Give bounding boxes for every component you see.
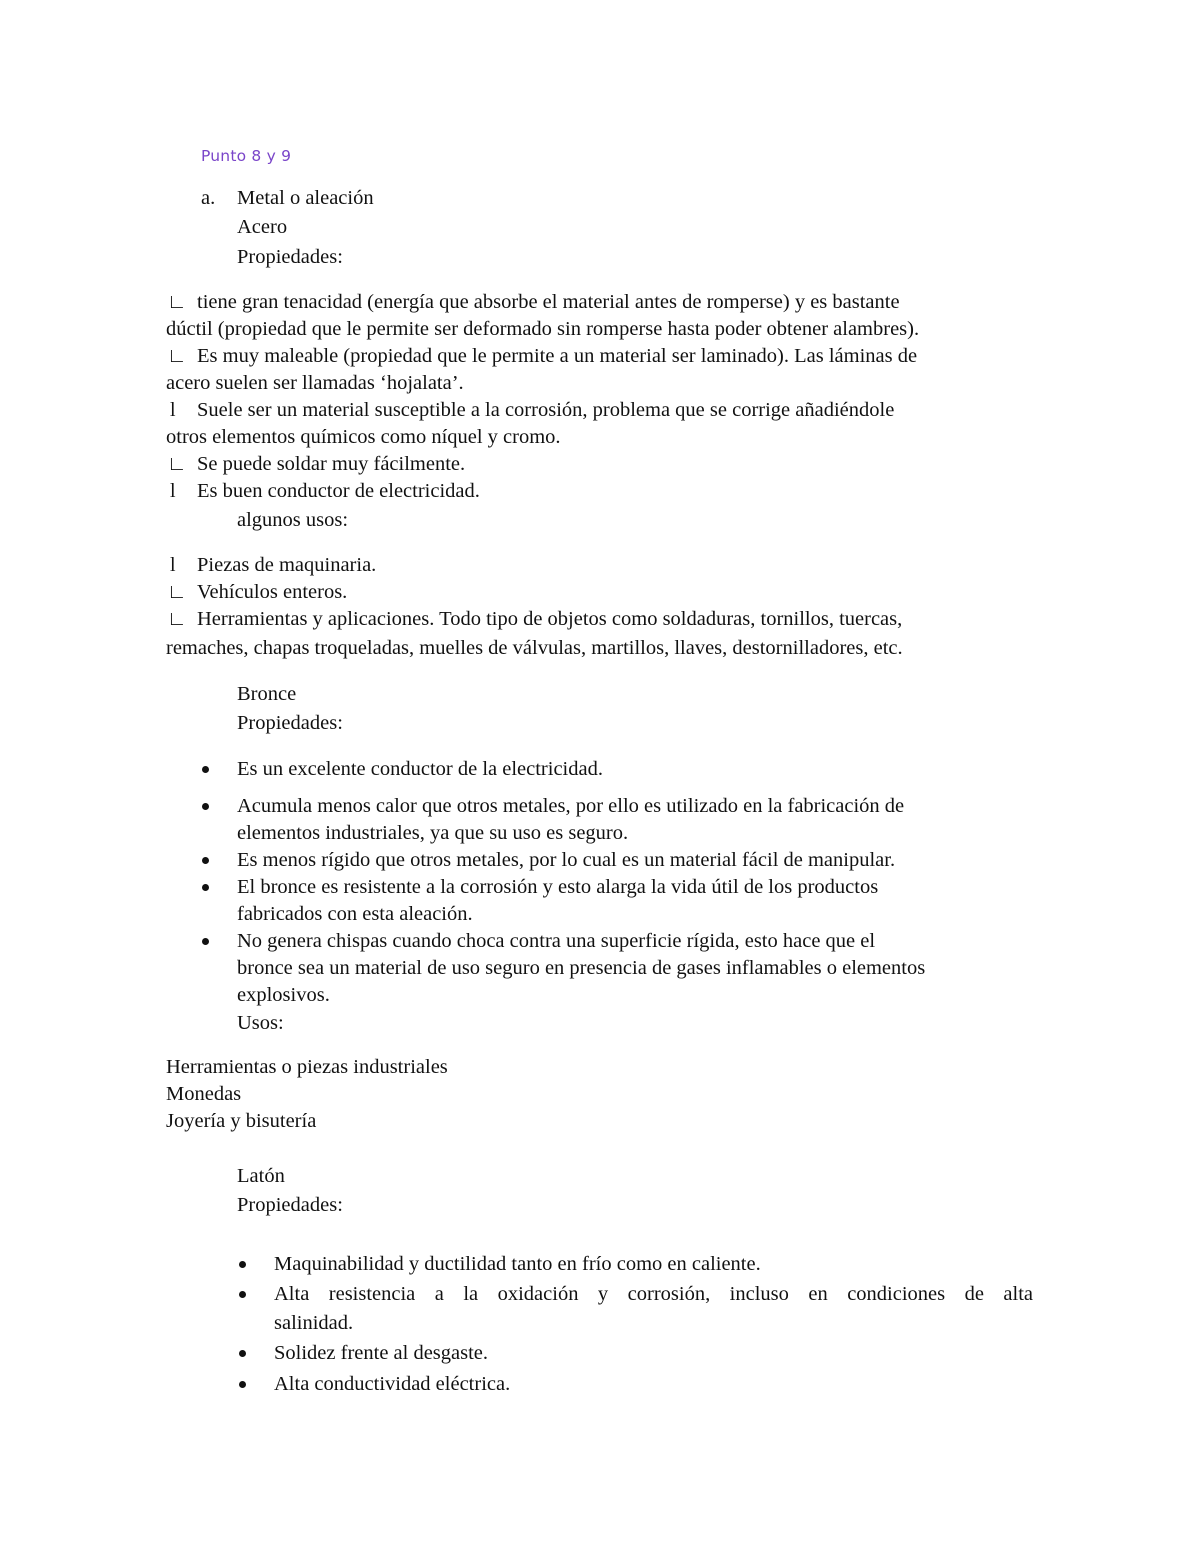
- bullet-icon: [239, 1381, 246, 1388]
- acero-prop-3-line-1: Suele ser un material susceptible a la corrosión, problema que se corrige añadiéndole: [197, 399, 895, 421]
- acero-prop-marker: ∟: [167, 453, 187, 475]
- acero-prop-2-line-1: Es muy maleable (propiedad que le permite a un material ser laminado). Las láminas de: [197, 345, 918, 367]
- laton-prop-2-line-1-wrap: [274, 1281, 1033, 1307]
- acero-use-3-line-1: Herramientas y aplicaciones. Todo tipo de objetos como soldaduras, tornillos, tuercas,: [197, 608, 903, 630]
- metal-name-bronce: Bronce: [237, 683, 297, 705]
- acero-use-marker: ∟: [167, 608, 187, 630]
- bronce-prop-3: Es menos rígido que otros metales, por lo cual es un material fácil de manipular.: [237, 849, 896, 871]
- acero-prop-1-line-1: tiene gran tenacidad (energía que absorbe el material antes de romperse) y es bastante: [197, 291, 900, 313]
- acero-prop-marker: ∟: [167, 345, 187, 367]
- page-heading: Punto 8 y 9: [201, 147, 292, 165]
- bronce-properties-label: Propiedades:: [237, 712, 343, 734]
- bronce-prop-5-line-2: bronce sea un material de uso seguro en presencia de gases inflamables o elementos: [237, 957, 926, 979]
- laton-prop-1: Maquinabilidad y ductilidad tanto en frío como en caliente.: [274, 1253, 761, 1275]
- acero-use-marker: ∟: [167, 581, 187, 603]
- acero-prop-1-line-2: dúctil (propiedad que le permite ser deformado sin romperse hasta poder obtener alambres).: [166, 318, 920, 340]
- laton-prop-4: Alta conductividad eléctrica.: [274, 1373, 511, 1395]
- bullet-icon: [239, 1261, 246, 1268]
- acero-prop-3-line-2: otros elementos químicos como níquel y cromo.: [166, 426, 561, 448]
- bullet-icon: [202, 938, 209, 945]
- bronce-use-2: Monedas: [166, 1083, 242, 1105]
- bronce-prop-5-line-3: explosivos.: [237, 984, 330, 1006]
- bronce-prop-5-line-1: No genera chispas cuando choca contra una superficie rígida, esto hace que el: [237, 930, 876, 952]
- acero-use-2: Vehículos enteros.: [197, 581, 348, 603]
- bullet-icon: [202, 884, 209, 891]
- bronce-uses-label: Usos:: [237, 1012, 284, 1034]
- bullet-icon: [239, 1350, 246, 1357]
- bullet-icon: [239, 1291, 246, 1298]
- acero-prop-marker: l: [170, 480, 176, 502]
- bullet-icon: [202, 857, 209, 864]
- bullet-icon: [202, 803, 209, 810]
- acero-prop-marker: ∟: [167, 291, 187, 313]
- acero-uses-label: algunos usos:: [237, 509, 349, 531]
- bronce-prop-1: Es un excelente conductor de la electricidad.: [237, 758, 603, 780]
- acero-use-3-line-2: remaches, chapas troqueladas, muelles de válvulas, martillos, llaves, destornilladores, etc.: [166, 637, 903, 659]
- metal-name-laton: Latón: [237, 1165, 285, 1187]
- laton-properties-label: Propiedades:: [237, 1194, 343, 1216]
- acero-prop-5: Es buen conductor de electricidad.: [197, 480, 480, 502]
- bronce-prop-2-line-1: Acumula menos calor que otros metales, por ello es utilizado en la fabricación de: [237, 795, 905, 817]
- acero-prop-4: Se puede soldar muy fácilmente.: [197, 453, 466, 475]
- laton-prop-3: Solidez frente al desgaste.: [274, 1342, 489, 1364]
- laton-prop-2-line-1: Alta resistencia a la oxidación y corrosión, incluso en condiciones de alta: [274, 1283, 1033, 1305]
- acero-prop-marker: l: [170, 399, 176, 421]
- acero-prop-2-line-2: acero suelen ser llamadas ‘hojalata’.: [166, 372, 464, 394]
- bronce-use-1: Herramientas o piezas industriales: [166, 1056, 448, 1078]
- laton-prop-2-line-2: salinidad.: [274, 1312, 354, 1334]
- acero-use-marker: l: [170, 554, 176, 576]
- bullet-icon: [202, 766, 209, 773]
- section-title: Metal o aleación: [237, 187, 374, 209]
- bronce-prop-4-line-1: El bronce es resistente a la corrosión y esto alarga la vida útil de los productos: [237, 876, 879, 898]
- acero-properties-label: Propiedades:: [237, 246, 343, 268]
- bronce-prop-4-line-2: fabricados con esta aleación.: [237, 903, 473, 925]
- acero-use-1: Piezas de maquinaria.: [197, 554, 377, 576]
- bronce-prop-2-line-2: elementos industriales, ya que su uso es seguro.: [237, 822, 629, 844]
- list-marker-a: a.: [201, 187, 216, 209]
- bronce-use-3: Joyería y bisutería: [166, 1110, 317, 1132]
- metal-name-acero: Acero: [237, 216, 288, 238]
